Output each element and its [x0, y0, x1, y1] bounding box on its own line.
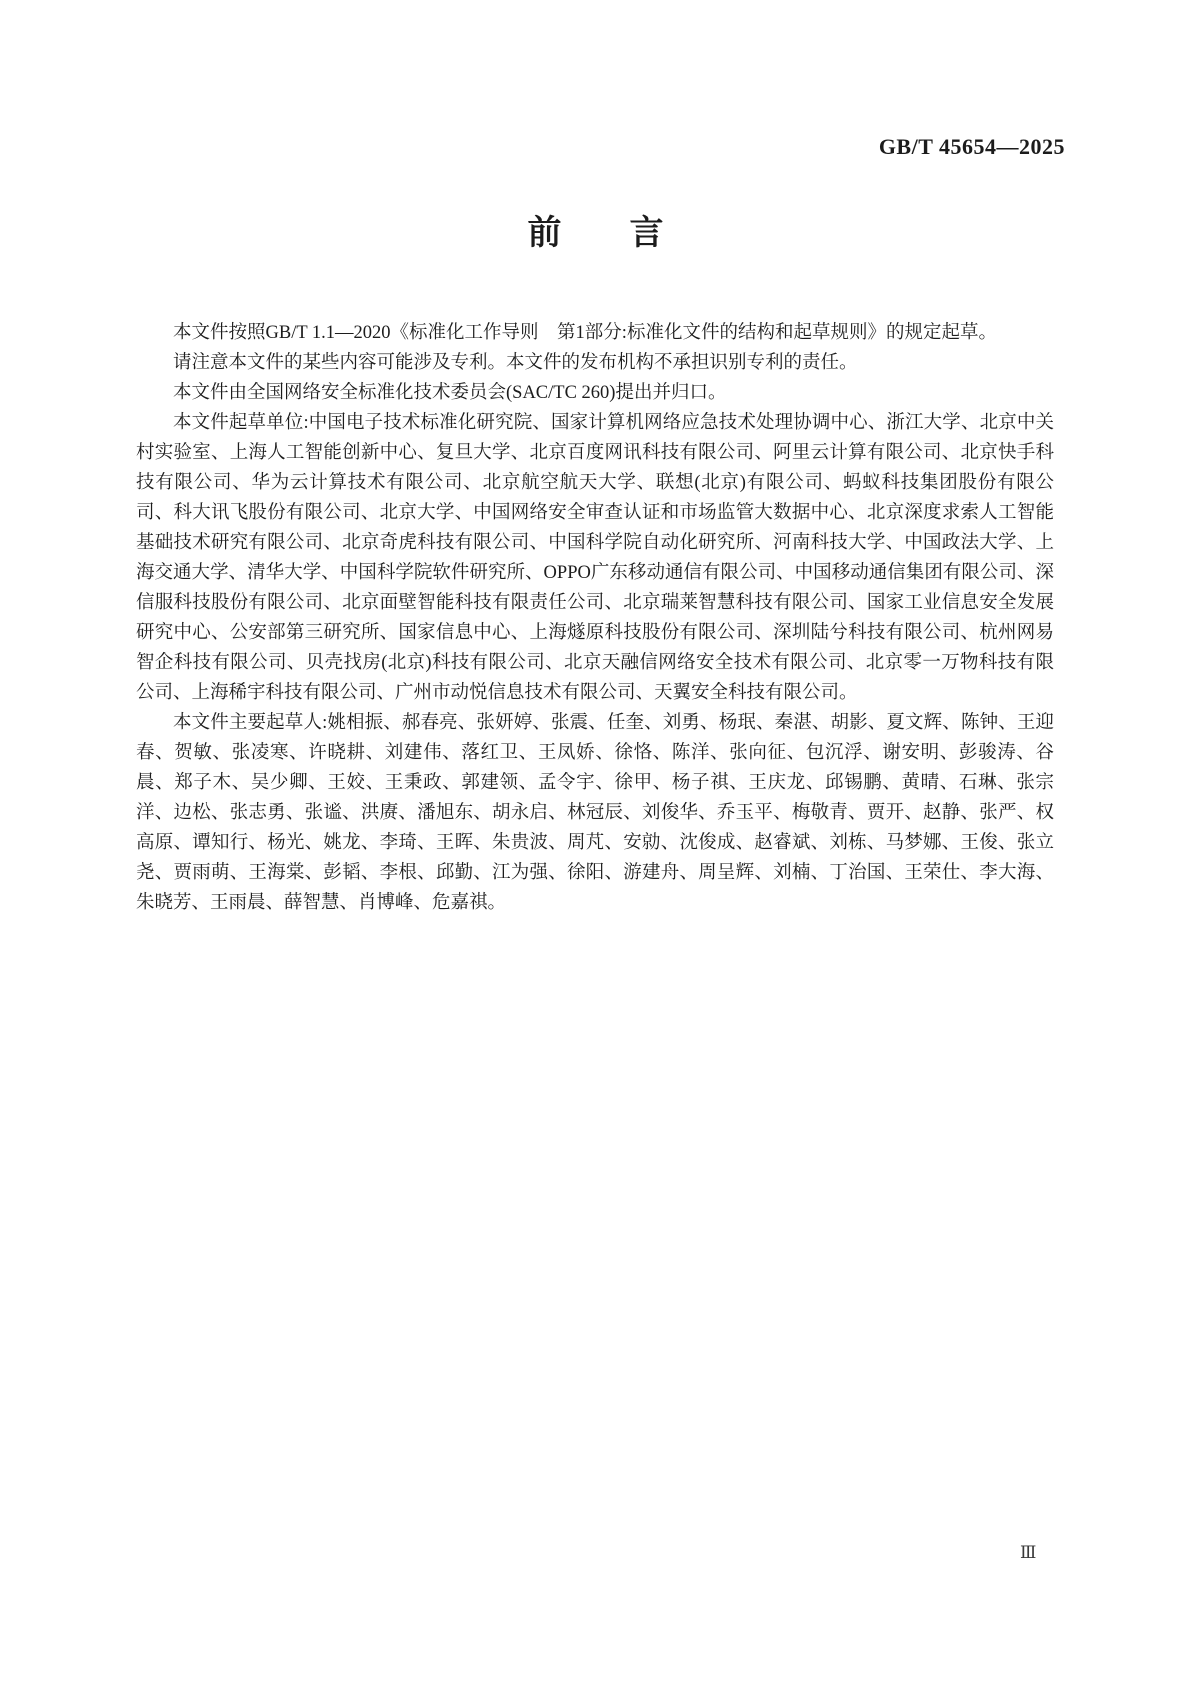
paragraph-drafting-basis: 本文件按照GB/T 1.1—2020《标准化工作导则 第1部分:标准化文件的结构和起草规则》的规定起草。	[173, 323, 997, 343]
paragraph-main-drafters: 本文件主要起草人:姚相振、郝春亮、张妍婷、张震、任奎、刘勇、杨珉、秦湛、胡影、夏文辉、陈钟、王迎春、贺敏、张凌寒、许晓耕、刘建伟、落红卫、王凤娇、徐恪、陈洋、张向征、包沉浮、谢安明、彭骏涛、谷晨、郑子木、吴少卿、王姣、王秉政、郭建领、孟令宇、徐甲、杨子祺、王庆龙、邱锡鹏、黄晴、石琳、张宗洋、边松、张志勇、张谧、洪赓、潘旭东、胡永启、林冠辰、刘俊华、乔玉平、梅敬青、贾开、赵静、张严、权高原、谭知行、杨光、姚龙、李琦、王晖、朱贵波、周芃、安勍、沈俊成、赵睿斌、刘栋、马梦娜、王俊、张立尧、贾雨萌、王海棠、彭韬、李根、邱勤、江为强、徐阳、游建舟、周呈辉、刘楠、丁治国、王荣仕、李大海、朱晓芳、王雨晨、薛智慧、肖博峰、危嘉祺。	[136, 713, 1054, 913]
paragraph-drafting-organizations: 本文件起草单位:中国电子技术标准化研究院、国家计算机网络应急技术处理协调中心、浙江大学、北京中关村实验室、上海人工智能创新中心、复旦大学、北京百度网讯科技有限公司、阿里云计算有限公司、北京快手科技有限公司、华为云计算技术有限公司、北京航空航天大学、联想(北京)有限公司、蚂蚁科技集团股份有限公司、科大讯飞股份有限公司、北京大学、中国网络安全审查认证和市场监管大数据中心、北京深度求索人工智能基础技术研究有限公司、北京奇虎科技有限公司、中国科学院自动化研究所、河南科技大学、中国政法大学、上海交通大学、清华大学、中国科学院软件研究所、OPPO广东移动通信有限公司、中国移动通信集团有限公司、深信服科技股份有限公司、北京面壁智能科技有限责任公司、北京瑞莱智慧科技有限公司、国家工业信息安全发展研究中心、公安部第三研究所、国家信息中心、上海燧原科技股份有限公司、深圳陆兮科技有限公司、杭州网易智企科技有限公司、贝壳找房(北京)科技有限公司、北京天融信网络安全技术有限公司、北京零一万物科技有限公司、上海稀宇科技有限公司、广州市动悦信息技术有限公司、天翼安全科技有限公司。	[136, 413, 1054, 703]
standard-number: GB/T 45654—2025	[878, 134, 1065, 159]
page-number: Ⅲ	[1020, 1543, 1037, 1562]
paragraph-proposing-committee: 本文件由全国网络安全标准化技术委员会(SAC/TC 260)提出并归口。	[173, 383, 727, 403]
page-title-text: 前言	[527, 215, 732, 252]
page-title	[0, 214, 1191, 255]
document-body	[136, 318, 1054, 918]
paragraph-patent-notice: 请注意本文件的某些内容可能涉及专利。本文件的发布机构不承担识别专利的责任。	[173, 353, 858, 373]
